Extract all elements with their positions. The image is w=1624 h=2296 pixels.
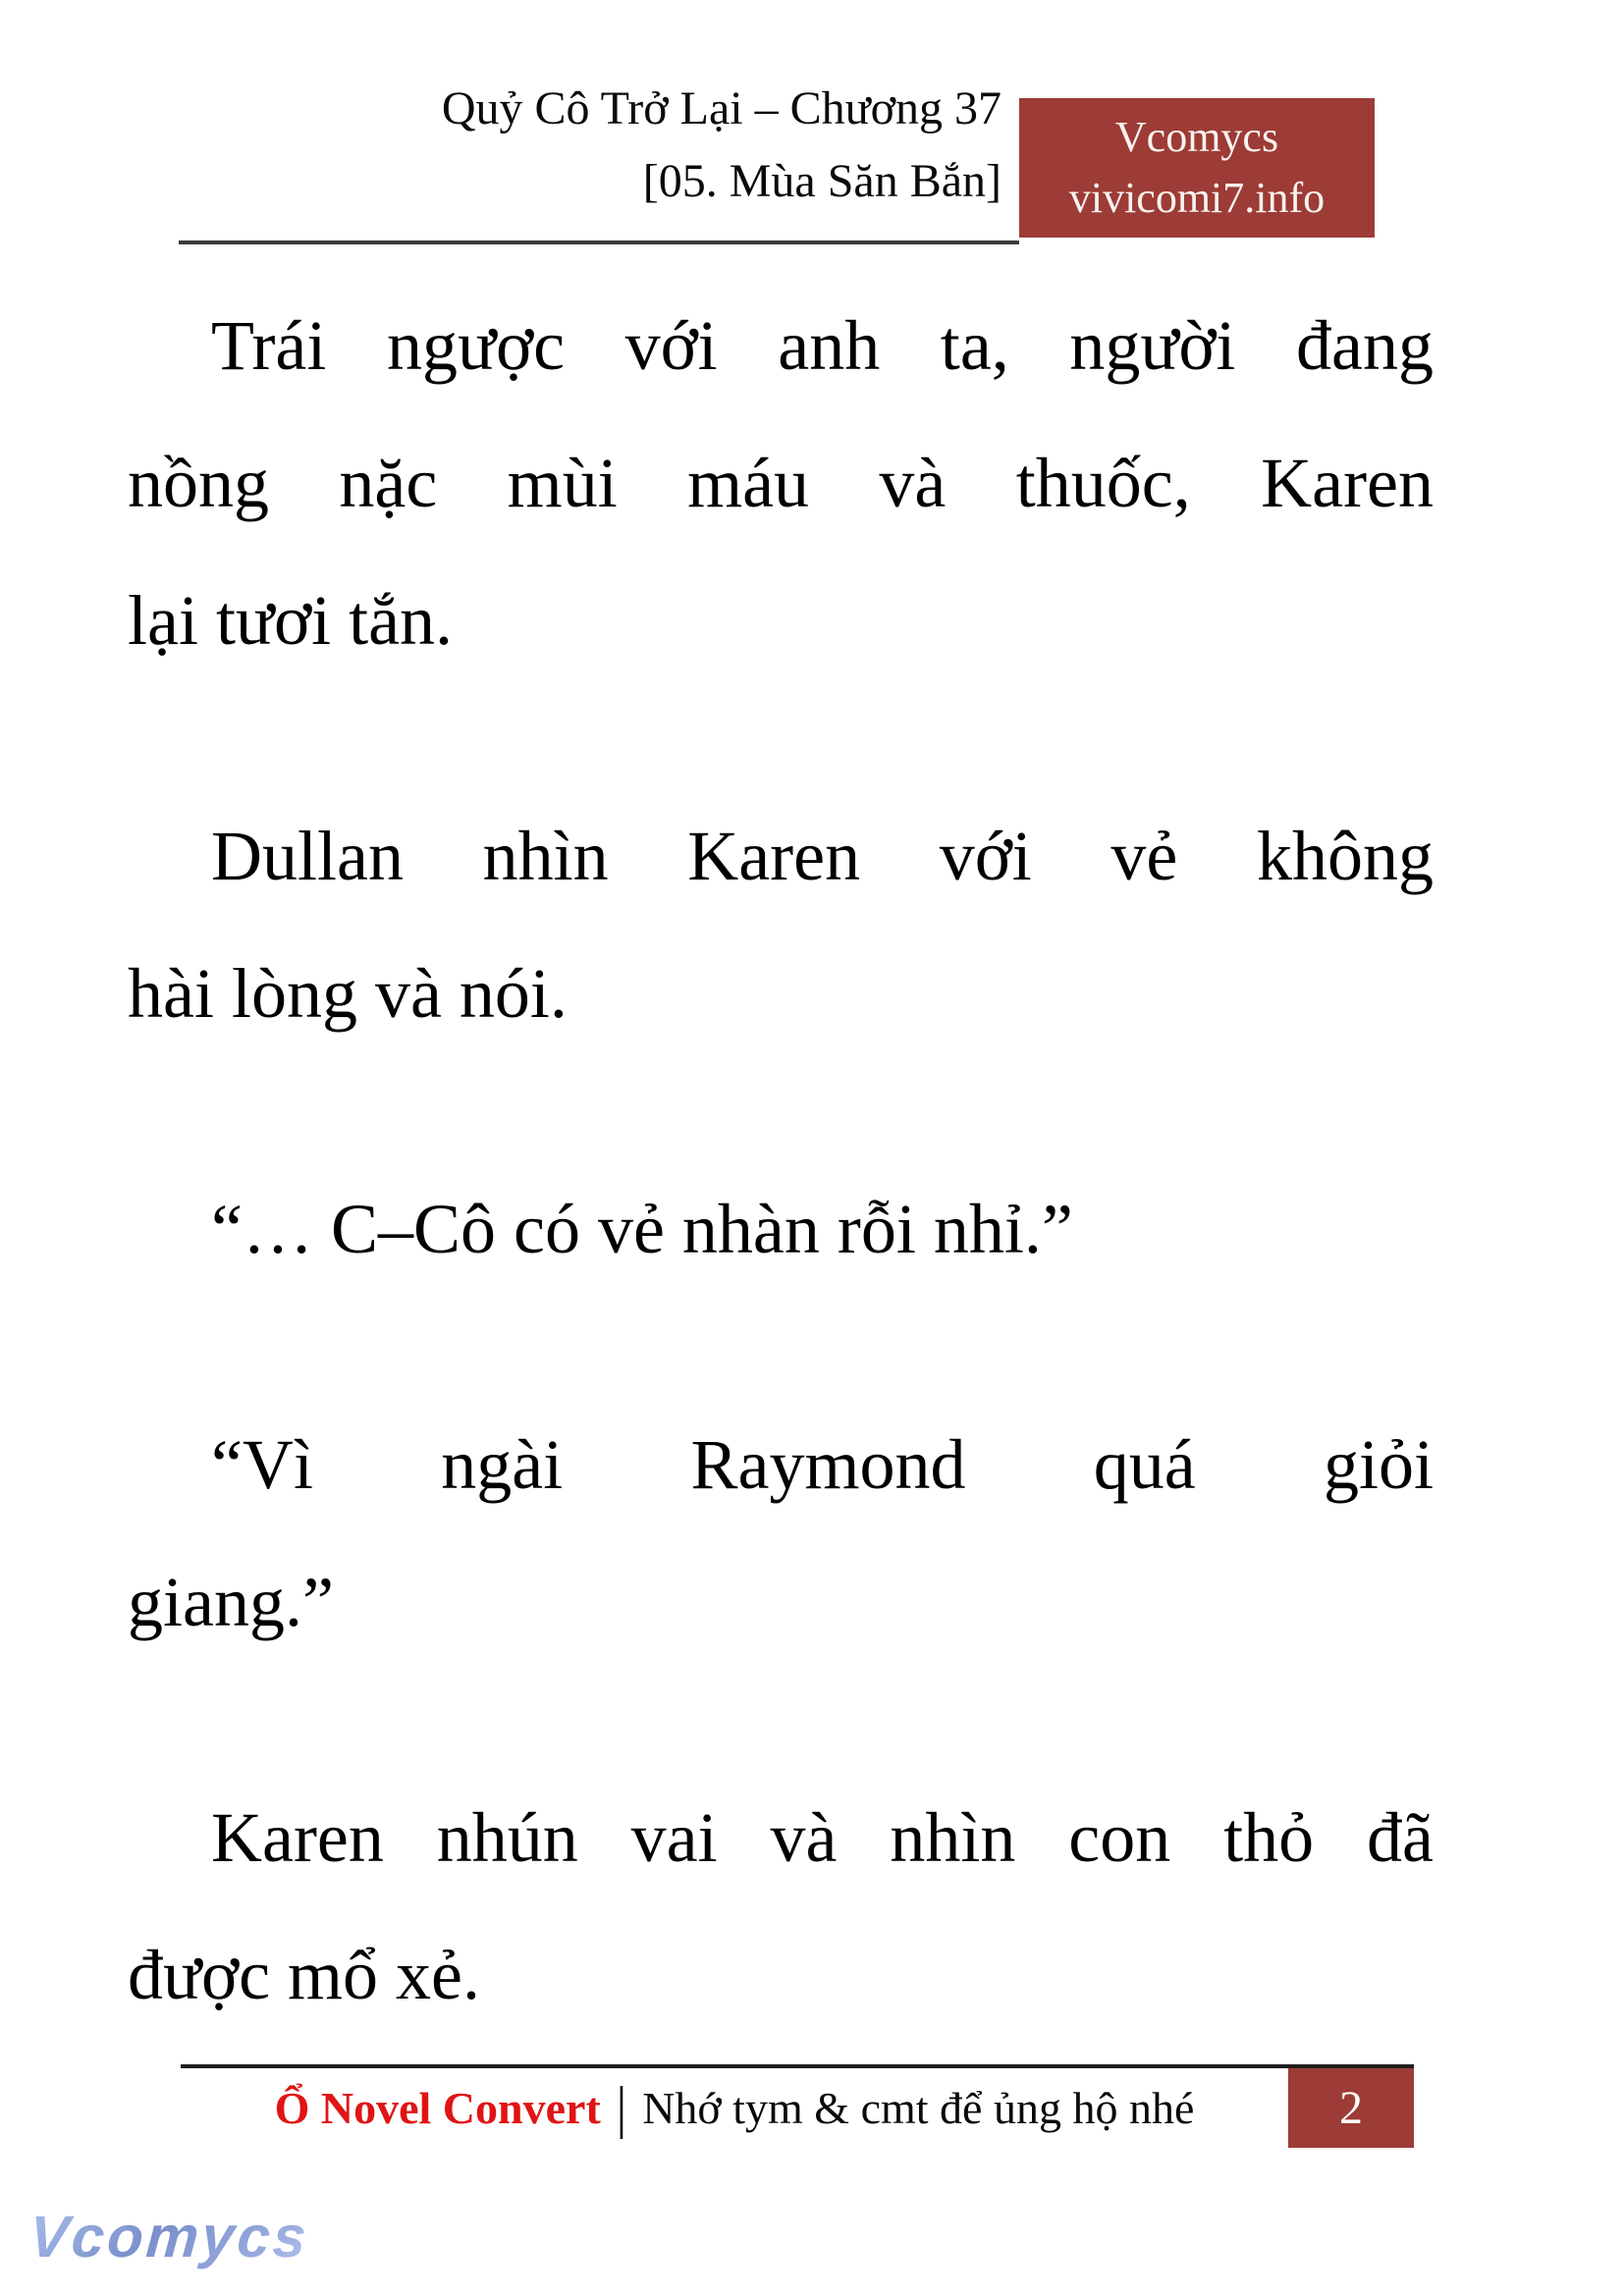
paragraph-line: “Vì ngài Raymond quá giỏi (211, 1425, 1434, 1504)
footer-credit (181, 2068, 1288, 2147)
paragraph-line: nồng nặc mùi máu và thuốc, Karen (128, 444, 1434, 522)
page-number-badge (1288, 2068, 1414, 2148)
footer-separator: | (616, 2075, 627, 2140)
footer-note: Nhớ tym & cmt để ủng hộ nhé (642, 2082, 1195, 2133)
chapter-subtitle: [05. Mùa Săn Bắn] (642, 155, 1001, 207)
brand-site: vivicomi7.info (1068, 174, 1326, 222)
paragraph-line: lại tươi tắn. (128, 581, 454, 660)
paragraph (128, 1160, 1434, 1298)
brand-name: Vcomycs (1114, 113, 1279, 161)
paragraph-line: Dullan nhìn Karen với vẻ không (211, 817, 1434, 895)
vcomycs-logo-watermark: Vcomycs (27, 2204, 311, 2269)
paragraph (128, 1769, 1434, 2044)
story-content (128, 277, 1434, 2142)
footer-brand: Ổ Novel Convert (274, 2082, 601, 2133)
paragraph-line: hài lòng và nói. (128, 954, 568, 1033)
translator-brand-box (1019, 98, 1375, 238)
page-number: 2 (1339, 2082, 1363, 2134)
paragraph (128, 787, 1434, 1062)
paragraph-line: Trái ngược với anh ta, người đang (211, 306, 1434, 385)
paragraph-line: Karen nhún vai và nhìn con thỏ đã (211, 1798, 1434, 1877)
paragraph (128, 1396, 1434, 1671)
paragraph (128, 277, 1434, 689)
chapter-title: Quỷ Cô Trở Lại – Chương 37 (441, 82, 1001, 134)
paragraph-line: “… C–Cô có vẻ nhàn rỗi nhỉ.” (211, 1190, 1073, 1268)
chapter-header (179, 73, 1001, 218)
header-divider (179, 240, 1019, 244)
paragraph-line: được mổ xẻ. (128, 1936, 481, 2014)
paragraph-line: giang.” (128, 1563, 334, 1641)
